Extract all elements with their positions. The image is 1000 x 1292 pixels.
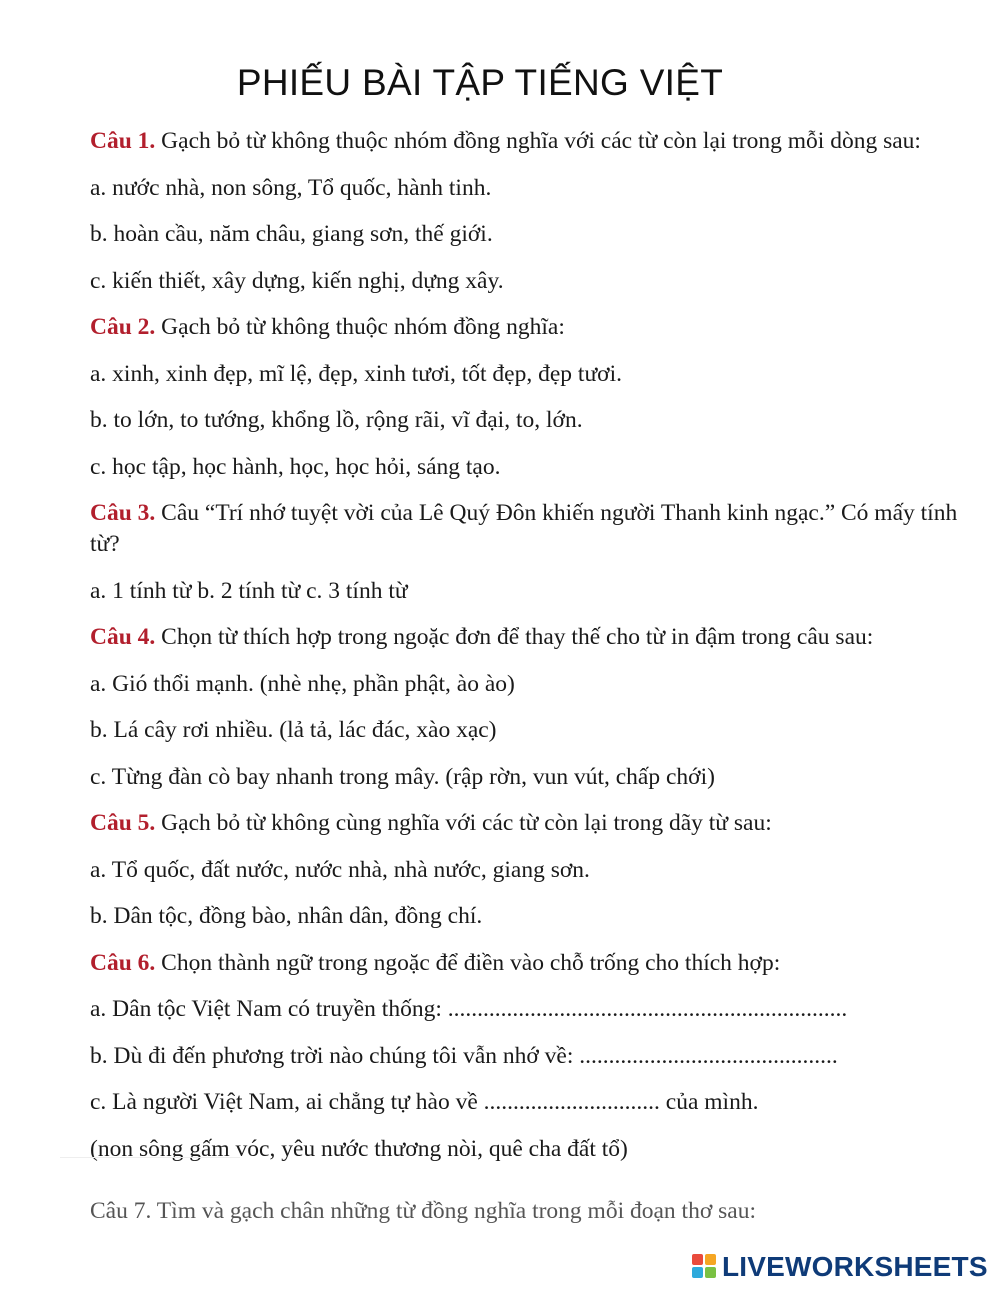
logo-square-icon <box>705 1267 716 1278</box>
question-3-options <box>90 576 960 607</box>
question-3 <box>90 498 960 560</box>
question-prompt: Chọn thành ngữ trong ngoặc để điền vào chỗ trống cho thích hợp: <box>155 949 781 976</box>
question-label: Câu 2. <box>90 314 156 340</box>
question-label: Câu 3. <box>90 500 156 526</box>
question-1-item-a: a. nước nhà, non sông, Tổ quốc, hành tinh. <box>90 174 492 201</box>
cut-off-text: Câu 7. Tìm và gạch chân những từ đồng nghĩa trong mỗi đoạn thơ sau: <box>90 1198 756 1224</box>
question-6-item-a: a. Dân tộc Việt Nam có truyền thống: .................................................................... <box>90 996 848 1022</box>
question-prompt: Gạch bỏ từ không cùng nghĩa với các từ còn lại trong dãy từ sau: <box>155 810 772 836</box>
question-4-item-a: a. Gió thổi mạnh. (nhè nhẹ, phần phật, ào ào) <box>90 670 515 697</box>
question-prompt: Câu “Trí nhớ tuyệt vời của Lê Quý Đôn khiến người Thanh kinh ngạc.” Có mấy tính từ? <box>90 500 958 557</box>
question-6-item-c: c. Là người Việt Nam, ai chẳng tự hào về .............................. của mình. <box>90 1089 759 1115</box>
liveworksheets-logo <box>692 1252 988 1282</box>
question-prompt: Gạch bỏ từ không thuộc nhóm đồng nghĩa với các từ còn lại trong mỗi dòng sau: <box>155 128 921 154</box>
question-1-item-c: c. kiến thiết, xây dựng, kiến nghị, dựng xây. <box>90 267 504 294</box>
question-6-item-b: b. Dù đi đến phương trời nào chúng tôi vẫn nhớ về: ............................................ <box>90 1042 838 1069</box>
question-2-item-b: b. to lớn, to tướng, khổng lồ, rộng rãi, vĩ đại, to, lớn. <box>90 407 583 433</box>
question-5-item-a: a. Tổ quốc, đất nước, nước nhà, nhà nước, giang sơn. <box>90 856 590 883</box>
worksheet-body <box>90 126 960 1180</box>
question-label: Câu 4. <box>90 624 156 650</box>
question-prompt: Gạch bỏ từ không thuộc nhóm đồng nghĩa: <box>155 314 565 340</box>
question-prompt: Chọn từ thích hợp trong ngoặc đơn để thay thế cho từ in đậm trong câu sau: <box>155 624 874 650</box>
question-2 <box>90 312 960 343</box>
liveworksheets-logo-icon <box>692 1254 718 1280</box>
question-label: Câu 6. <box>90 949 156 976</box>
question-6 <box>90 948 960 979</box>
page-title: PHIẾU BÀI TẬP TIẾNG VIỆT <box>236 62 724 103</box>
option-c: c. 3 tính từ <box>306 577 408 604</box>
logo-square-icon <box>692 1267 703 1278</box>
logo-square-icon <box>692 1254 703 1265</box>
question-4 <box>90 622 960 653</box>
question-label: Câu 5. <box>90 810 156 836</box>
question-2-item-a: a. xinh, xinh đẹp, mĩ lệ, đẹp, xinh tươi, tốt đẹp, đẹp tươi. <box>90 360 623 387</box>
question-4-item-b: b. Lá cây rơi nhiều. (lả tả, lác đác, xào xạc) <box>90 717 497 743</box>
option-b: b. 2 tính từ <box>197 577 301 604</box>
option-a: a. 1 tính từ <box>90 577 192 604</box>
logo-square-icon <box>705 1254 716 1265</box>
faint-divider <box>60 1157 240 1158</box>
question-4-item-c: c. Từng đàn cò bay nhanh trong mây. (rập rờn, vun vút, chấp chới) <box>90 763 715 790</box>
cut-off-line <box>90 1198 960 1230</box>
question-2-item-c: c. học tập, học hành, học, học hỏi, sáng tạo. <box>90 453 501 480</box>
question-label: Câu 1. <box>90 128 156 154</box>
question-5-item-b: b. Dân tộc, đồng bào, nhân dân, đồng chí. <box>90 903 483 929</box>
liveworksheets-logo-text: LIVEWORKSHEETS <box>722 1251 988 1282</box>
question-6-hint: (non sông gấm vóc, yêu nước thương nòi, quê cha đất tổ) <box>90 1135 628 1162</box>
question-5 <box>90 808 960 839</box>
question-1 <box>90 126 960 157</box>
question-1-item-b: b. hoàn cầu, năm châu, giang sơn, thế giới. <box>90 221 493 247</box>
